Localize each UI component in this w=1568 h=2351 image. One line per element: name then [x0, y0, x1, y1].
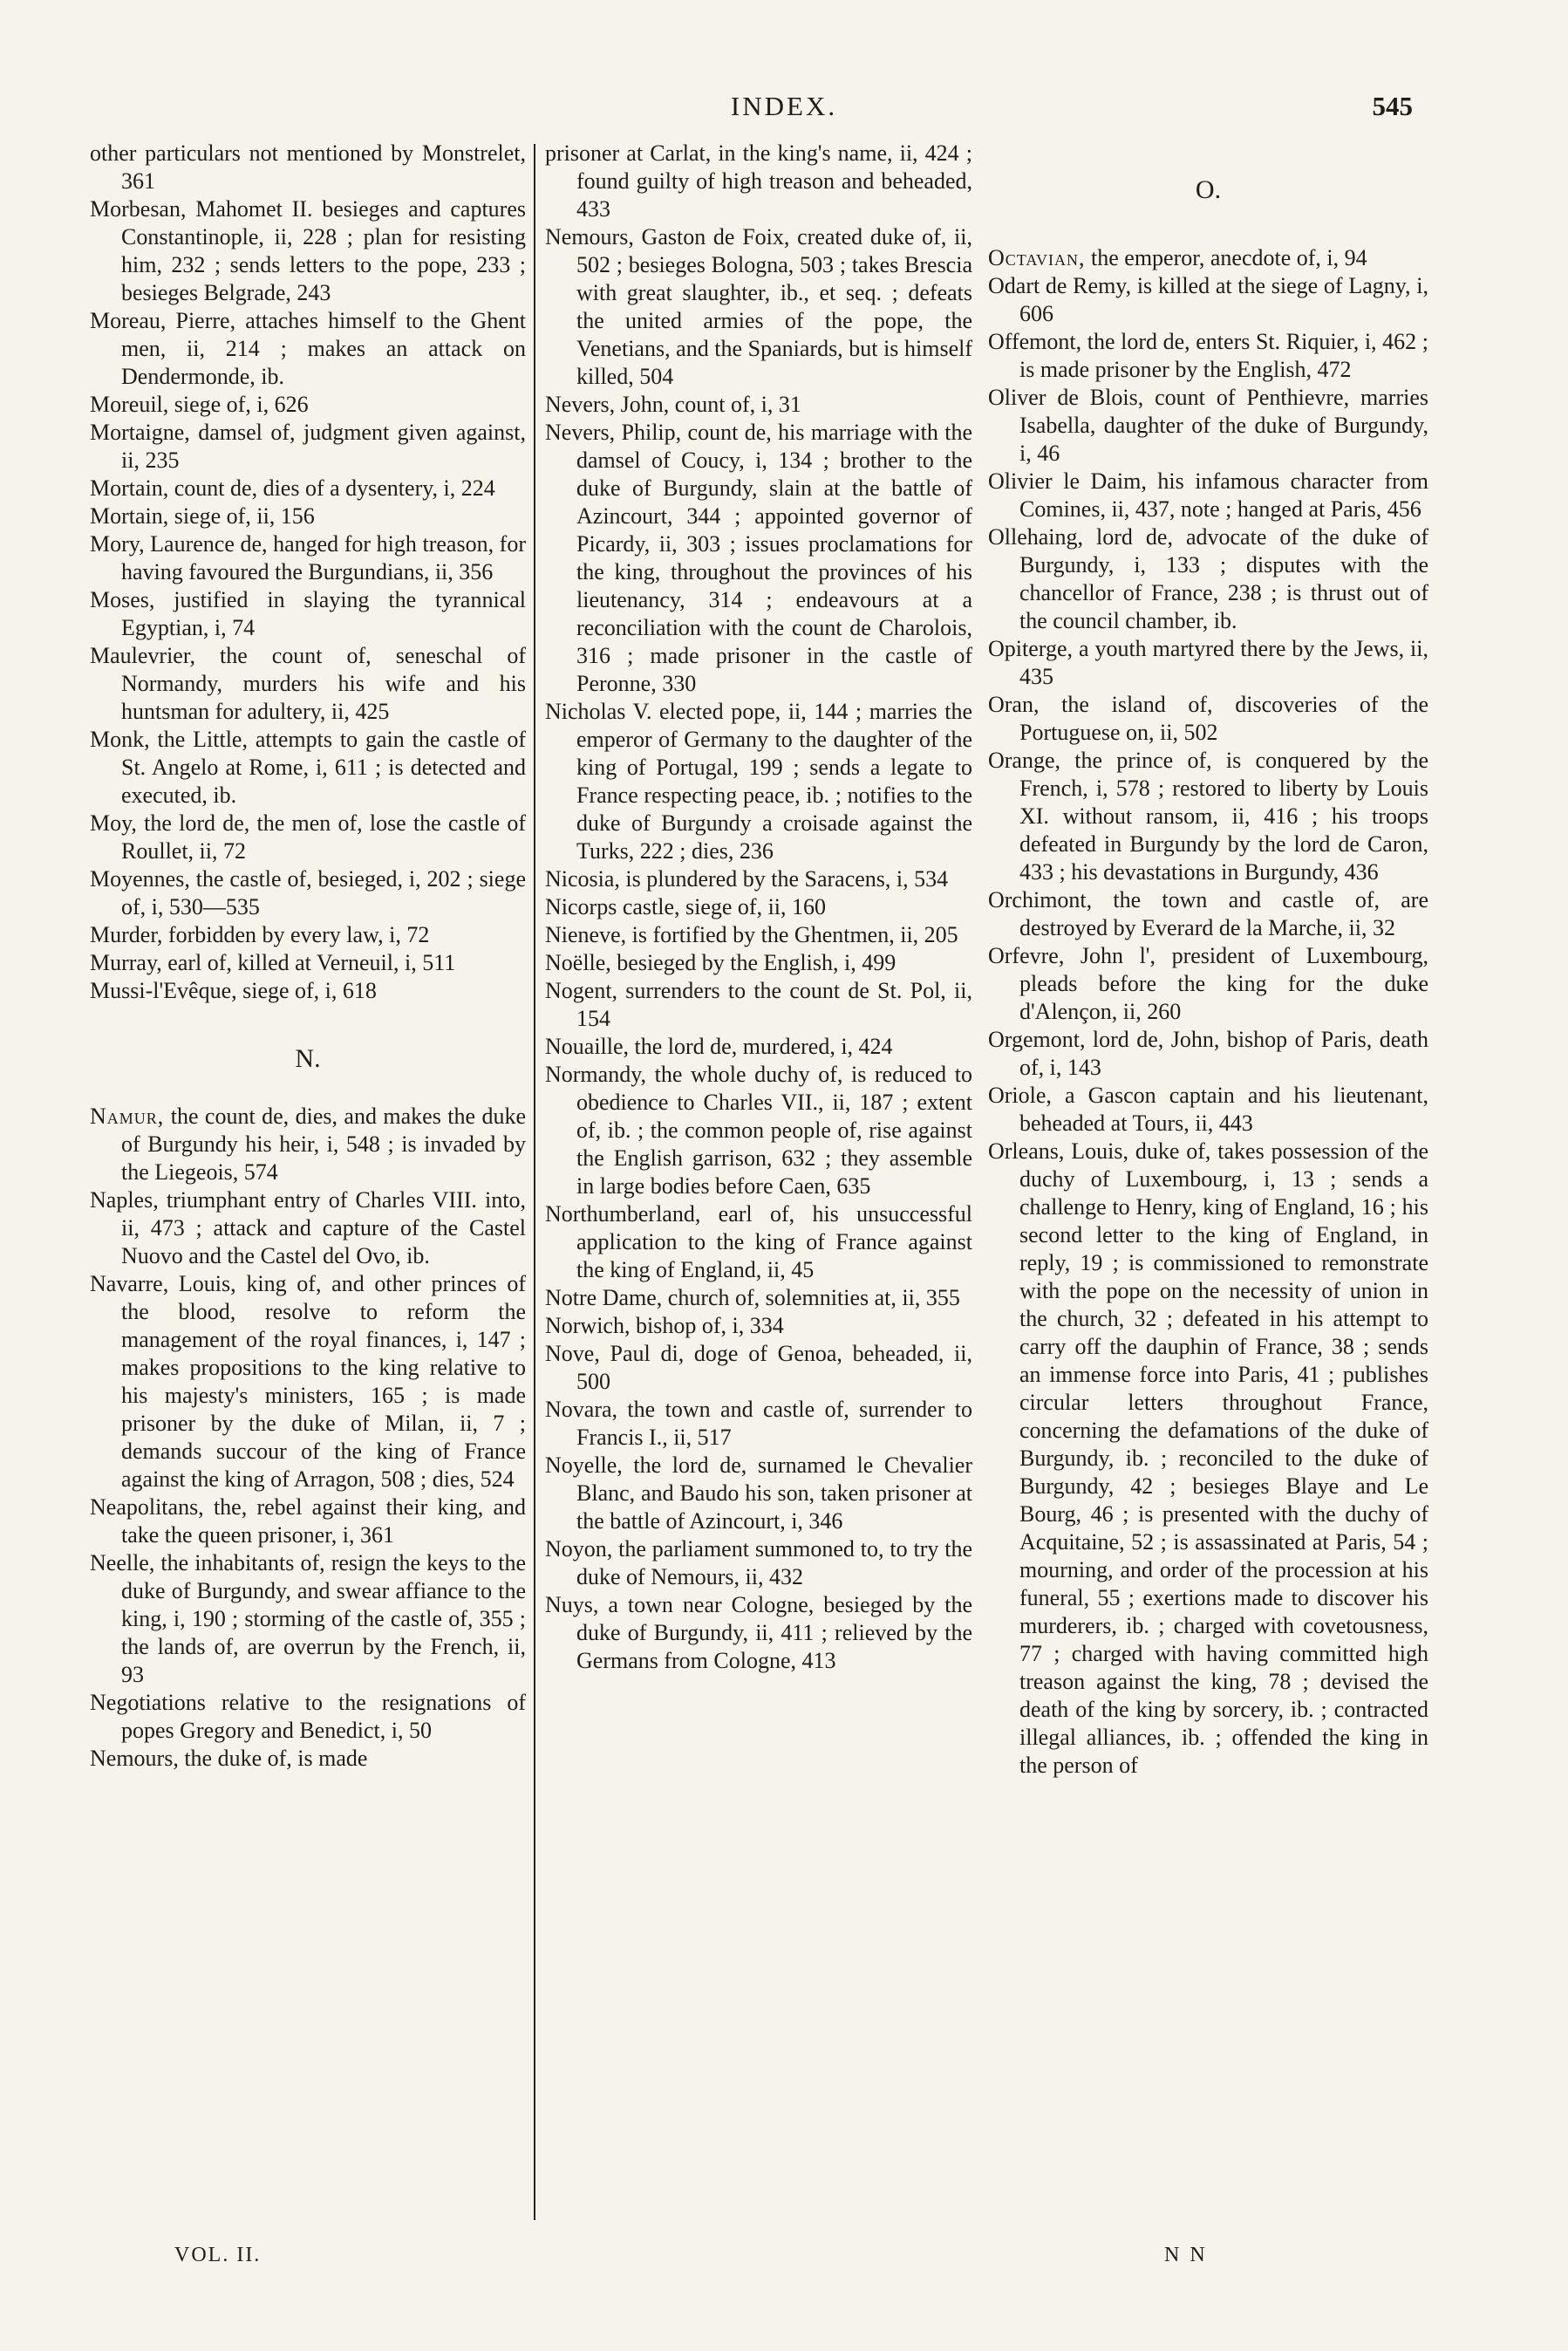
- entry-text: Naples, triumphant entry of Charles VIII. into, ii, 473 ; attack and capture of the Castel Nuovo and the Castel del Ovo, ib.: [90, 1187, 526, 1268]
- index-entry: [988, 886, 1428, 942]
- entry-text: Negotiations relative to the resignations of popes Gregory and Benedict, i, 50: [90, 1690, 526, 1743]
- entry-text: Orchimont, the town and castle of, are destroyed by Everard de la Marche, ii, 32: [988, 887, 1428, 940]
- entry-lead-word: Octavian,: [988, 245, 1086, 270]
- volume-label: VOL. II.: [174, 2244, 262, 2266]
- index-entry: Norwich, bishop of, i, 334: [545, 1313, 784, 1338]
- index-entry: Monk, the Little, attempts to gain the castle of St. Angelo at Rome, i, 611 ; is detected and executed, ib.: [90, 727, 526, 808]
- index-entry: [988, 1138, 1428, 1780]
- entry-list-m: [90, 140, 526, 1005]
- index-entry: [90, 1186, 526, 1270]
- entry-text: Orgemont, lord de, John, bishop of Paris, death of, i, 143: [988, 1027, 1428, 1080]
- index-entry: Mortain, count de, dies of a dysentery, i, 224: [90, 475, 495, 501]
- index-entry: Moy, the lord de, the men of, lose the castle of Roullet, ii, 72: [90, 810, 526, 864]
- page-title: INDEX.: [730, 91, 838, 121]
- index-entry: Morbesan, Mahomet II. besieges and captures Constantinople, ii, 228 ; plan for resisting him, 232 ; sends letters to the pope, 233 ; besieges Belgrade, 243: [90, 196, 526, 305]
- index-entry: [988, 244, 1428, 272]
- entry-text: Orange, the prince of, is conquered by the French, i, 578 ; restored to liberty by Louis XI. without ransom, ii, 416 ; his troops defeated in Burgundy by the lord de Caron, 433 ; his devastations in Burgundy, 436: [988, 748, 1428, 885]
- index-entry: Nicholas V. elected pope, ii, 144 ; marries the emperor of Germany to the daughter of the king of Portugal, 199 ; sends a legate to France respecting peace, ib. ; notifies to the duke of Burgundy a croisade against the Turks, 222 ; dies, 236: [545, 699, 972, 864]
- index-entry: [988, 691, 1428, 747]
- entry-text: Oliver de Blois, count of Penthievre, marries Isabella, daughter of the duke of Burgundy, i, 46: [988, 385, 1428, 466]
- index-entry: Nicosia, is plundered by the Saracens, i, 534: [545, 866, 949, 892]
- index-entry: Moses, justified in slaying the tyrannical Egyptian, i, 74: [90, 587, 526, 640]
- entry-text: Ollehaing, lord de, advocate of the duke of Burgundy, i, 133 ; disputes with the chancellor of France, 238 ; is thrust out of the council chamber, ib.: [988, 524, 1428, 633]
- index-entry: Maulevrier, the count of, seneschal of Normandy, murders his wife and his huntsman for adultery, ii, 425: [90, 643, 526, 724]
- index-entry: Nevers, Philip, count de, his marriage with the damsel of Coucy, i, 134 ; brother to the duke of Burgundy, slain at the battle of Azincourt, 344 ; appointed governor of Picardy, ii, 303 ; issues proclamations for the king, throughout the provinces of his lieutenancy, 314 ; endeavours at a reconciliation with the count de Charolois, 316 ; made prisoner in the castle of Peronne, 330: [545, 420, 972, 696]
- entry-list-n-continued: [545, 140, 972, 1675]
- entry-text: the emperor, anecdote of, i, 94: [1085, 245, 1367, 270]
- index-entry: Normandy, the whole duchy of, is reduced to obedience to Charles VII., ii, 187 ; extent of, ib. ; the common people of, rise against the English garrison, 632 ; they assemble in large bodies before Caen, 635: [545, 1062, 972, 1199]
- index-entry: [988, 468, 1428, 523]
- index-entry: Notre Dame, church of, solemnities at, ii, 355: [545, 1285, 960, 1310]
- index-entry: [90, 1549, 526, 1689]
- index-entry: Nieneve, is fortified by the Ghentmen, ii, 205: [545, 922, 958, 947]
- index-entry: Noyon, the parliament summoned to, to try the duke of Nemours, ii, 432: [545, 1536, 972, 1589]
- index-entry: Murray, earl of, killed at Verneuil, i, 511: [90, 950, 456, 975]
- index-entry: [988, 635, 1428, 691]
- entry-text: the count de, dies, and makes the duke of Burgundy his heir, i, 548 ; is invaded by the Liegeois, 574: [121, 1104, 526, 1185]
- entry-text: Neelle, the inhabitants of, resign the keys to the duke of Burgundy, and swear affiance to the king, i, 190 ; storming of the castle of, 355 ; the lands of, are overrun by the French, ii, 93: [90, 1550, 526, 1687]
- entry-list-o: [988, 244, 1428, 1780]
- entry-text: Olivier le Daim, his infamous character from Comines, ii, 437, note ; hanged at Paris, 456: [988, 468, 1428, 522]
- entry-text: Odart de Remy, is killed at the siege of Lagny, i, 606: [988, 273, 1428, 326]
- section-heading-n: N.: [295, 1044, 321, 1073]
- index-entry: Nouaille, the lord de, murdered, i, 424: [545, 1034, 893, 1059]
- index-entry: Moreuil, siege of, i, 626: [90, 392, 309, 417]
- entry-text: Orleans, Louis, duke of, takes possession of the duchy of Luxembourg, i, 13 ; sends a challenge to Henry, king of England, 16 ; his second letter to the king of England, in reply, 19 ; is commissioned to remonstrate with the pope on the necessity of union in the church, 32 ; defeated in his attempt to carry off the dauphin of France, 38 ; sends an immense force into Paris, 41 ; publishes circular letters throughout France, concerning the defamations of the duke of Burgundy, ib. ; reconciled to the duke of Burgundy, 42 ; besieges Blaye and Le Bourg, 46 ; is presented with the duchy of Acquitaine, 52 ; is assassinated at Paris, 54 ; mourning, and order of the procession at his funeral, 55 ; exertions made to discover his murderers, ib. ; charged with covetousness, 77 ; charged with having committed high treason against the king, 78 ; devised the death of the king by sorcery, ib. ; contracted illegal alliances, ib. ; offended the king in the person of: [988, 1138, 1428, 1778]
- index-entry: Nevers, John, count of, i, 31: [545, 392, 801, 417]
- entry-text: Nemours, the duke of, is made: [90, 1746, 368, 1771]
- entry-text: Orfevre, John l', president of Luxembourg, pleads before the king for the duke d'Alençon, ii, 260: [988, 943, 1428, 1024]
- entry-list-n: [90, 1103, 526, 1773]
- index-entry: [988, 1082, 1428, 1138]
- index-column-2: [545, 140, 972, 1675]
- index-entry: [90, 1689, 526, 1745]
- index-entry: [90, 1270, 526, 1493]
- index-column-1: [90, 140, 526, 1773]
- index-entry: Nogent, surrenders to the count de St. Pol, ii, 154: [545, 978, 972, 1031]
- index-entry: Novara, the town and castle of, surrender to Francis I., ii, 517: [545, 1397, 972, 1450]
- entry-text: Oran, the island of, discoveries of the Portuguese on, ii, 502: [988, 692, 1428, 745]
- index-entry: Noyelle, the lord de, surnamed le Chevalier Blanc, and Baudo his son, taken prisoner at the battle of Azincourt, i, 346: [545, 1452, 972, 1534]
- index-entry: Mussi-l'Evêque, siege of, i, 618: [90, 978, 377, 1003]
- index-entry: Nove, Paul di, doge of Genoa, beheaded, ii, 500: [545, 1341, 972, 1394]
- entry-text: Neapolitans, the, rebel against their king, and take the queen prisoner, i, 361: [90, 1494, 526, 1548]
- entry-lead-word: Namur,: [90, 1104, 165, 1129]
- index-entry: Noëlle, besieged by the English, i, 499: [545, 950, 896, 975]
- index-column-3: [988, 140, 1428, 1780]
- index-entry: prisoner at Carlat, in the king's name, ii, 424 ; found guilty of high treason and beheaded, 433: [545, 140, 972, 222]
- index-entry: [988, 1026, 1428, 1082]
- entry-text: Navarre, Louis, king of, and other princes of the blood, resolve to reform the management of the royal finances, i, 147 ; makes propositions to the king relative to his majesty's ministers, 165 ; is made prisoner by the duke of Milan, ii, 7 ; demands succour of the king of France against the king of Arragon, 508 ; dies, 524: [90, 1271, 526, 1492]
- index-entry: [988, 328, 1428, 384]
- index-entry: other particulars not mentioned by Monstrelet, 361: [90, 140, 526, 194]
- entry-text: Offemont, the lord de, enters St. Riquier, i, 462 ; is made prisoner by the English, 472: [988, 329, 1428, 382]
- section-heading-o: O.: [1195, 175, 1222, 204]
- index-entry: Moyennes, the castle of, besieged, i, 202 ; siege of, i, 530—535: [90, 866, 526, 919]
- index-entry: Mortain, siege of, ii, 156: [90, 503, 315, 529]
- page-number: 545: [1372, 91, 1413, 121]
- index-entry: [988, 747, 1428, 886]
- index-entry: [988, 523, 1428, 635]
- entry-text: Opiterge, a youth martyred there by the Jews, ii, 435: [988, 636, 1428, 689]
- index-entry: Mory, Laurence de, hanged for high treason, for having favoured the Burgundians, ii, 356: [90, 531, 526, 584]
- index-entry: [90, 1103, 526, 1186]
- index-entry: Mortaigne, damsel of, judgment given against, ii, 235: [90, 420, 526, 473]
- index-entry: Northumberland, earl of, his unsuccessful application to the king of France against the king of England, ii, 45: [545, 1201, 972, 1282]
- index-entry: [988, 272, 1428, 328]
- index-entry: [90, 1493, 526, 1549]
- column-rule: [534, 144, 535, 2220]
- index-entry: Nicorps castle, siege of, ii, 160: [545, 894, 827, 919]
- signature-mark: N N: [1164, 2244, 1208, 2266]
- index-entry: Nemours, Gaston de Foix, created duke of, ii, 502 ; besieges Bologna, 503 ; takes Brescia with great slaughter, ib., et seq. ; defeats the united armies of the pope, the Venetians, and the Spaniards, but is himself killed, 504: [545, 224, 972, 389]
- index-entry: [90, 1745, 526, 1773]
- index-entry: [988, 384, 1428, 468]
- index-entry: Moreau, Pierre, attaches himself to the Ghent men, ii, 214 ; makes an attack on Dendermonde, ib.: [90, 308, 526, 389]
- index-entry: [988, 942, 1428, 1026]
- entry-text: Oriole, a Gascon captain and his lieutenant, beheaded at Tours, ii, 443: [988, 1083, 1428, 1136]
- index-entry: Murder, forbidden by every law, i, 72: [90, 922, 430, 947]
- index-entry: Nuys, a town near Cologne, besieged by the duke of Burgundy, ii, 411 ; relieved by the Germans from Cologne, 413: [545, 1592, 972, 1673]
